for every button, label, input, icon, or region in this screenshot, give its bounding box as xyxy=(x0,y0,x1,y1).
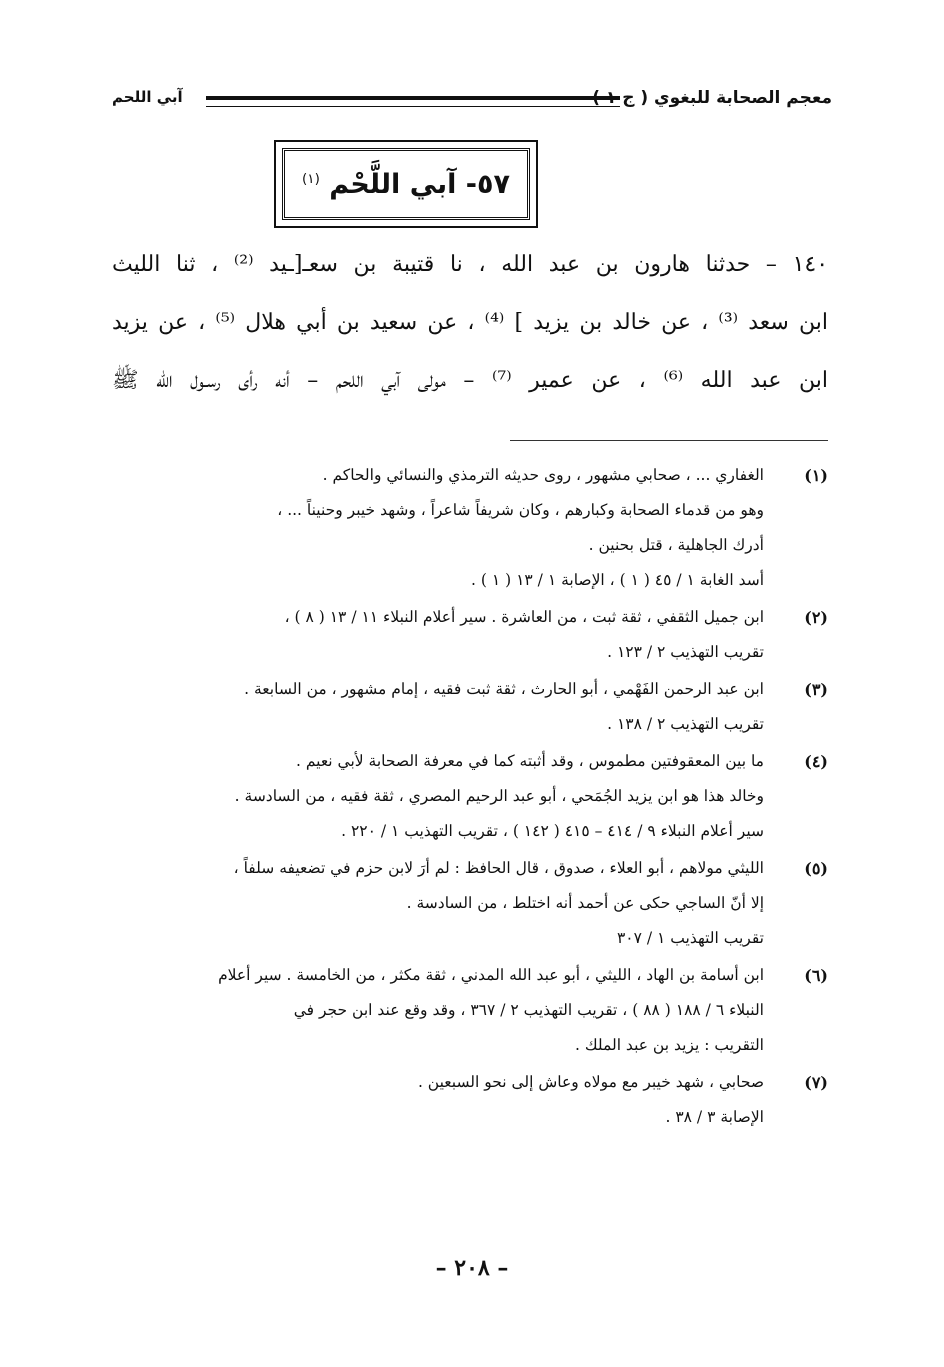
footnote-line: تقريب التهذيب ٢ / ١٣٨ . xyxy=(607,715,764,733)
footnote-line: سير أعلام النبلاء ٩ / ٤١٤ – ٤١٥ ( ١٤٢ ) ، تقريب التهذيب ١ / ٢٢٠ . xyxy=(341,822,764,840)
footnote-line: ابن عبد الرحمن الفَهْمي ، أبو الحارث ، ثقة ثبت فقيه ، إمام مشهور ، من السابعة . xyxy=(244,680,764,698)
footnote-line: أدرك الجاهلية ، قتل بحنين . xyxy=(588,536,764,554)
footnote-line: وهو من قدماء الصحابة وكبارهم ، وكان شريفاً شاعراً ، وشهد خيبر وحنيناً ... ، xyxy=(277,501,764,519)
footnote-separator xyxy=(510,440,828,441)
footnote-line: ابن جميل الثقفي ، ثقة ثبت ، من العاشرة . سير أعلام النبلاء ١١ / ١٣ ( ٨ ) ، xyxy=(284,608,764,626)
footnote xyxy=(104,1065,828,1135)
footnote-line: تقريب التهذيب ٢ / ١٢٣ . xyxy=(607,643,764,661)
main-line: ١٤٠ – حدثنا هارون بن عبد الله ، نا قتيبة بن سعـ[ـيد ⁽²⁾ ، ثنا الليث xyxy=(112,252,829,277)
entry-title-box xyxy=(274,140,538,228)
footnote xyxy=(104,672,828,742)
footnote-number: (٦) xyxy=(804,966,828,985)
footnote-line: تقريب التهذيب ١ / ٣٠٧ xyxy=(616,929,764,947)
footnote-number: (٧) xyxy=(804,1073,828,1092)
main-text xyxy=(112,236,828,410)
header-rule xyxy=(206,96,620,107)
footnote-line: صحابي ، شهد خيبر مع مولاه وعاش إلى نحو السبعين . xyxy=(417,1073,764,1091)
book-title: معجم الصحابة للبغوي ( ج ١ ) xyxy=(592,88,832,108)
chapter-title: آبي اللحم xyxy=(112,88,183,106)
running-header xyxy=(112,88,832,118)
footnote xyxy=(104,958,828,1063)
footnote-line: ابن أسامة بن الهاد ، الليثي ، أبو عبد الله المدني ، ثقة مكثر ، من الخامسة . سير أعلام xyxy=(218,966,764,984)
footnote-number: (١) xyxy=(804,466,828,485)
footnote-line: النبلاء ٦ / ١٨٨ ( ٨٨ ) ، تقريب التهذيب ٢ / ٣٦٧ ، وقد وقع عند ابن حجر في xyxy=(293,1001,764,1019)
footnote-ref: (١) xyxy=(302,170,320,187)
footnote-number: (٣) xyxy=(804,680,828,699)
footnote-number: (٥) xyxy=(804,859,828,878)
footnote-line: ما بين المعقوفتين مطموس ، وقد أثبته كما في معرفة الصحابة لأبي نعيم . xyxy=(295,752,764,770)
footnote xyxy=(104,851,828,956)
footnotes xyxy=(104,458,828,1137)
footnote-line: أسد الغابة ١ / ٤٥ ( ١ ) ، الإصابة ١ / ١٣ ( ١ ) . xyxy=(471,571,764,589)
page-number: – ٢٠٨ – xyxy=(435,1255,509,1281)
footnote-number: (٢) xyxy=(804,608,828,627)
main-line: ابن عبد الله ⁽⁶⁾ ، عن عمير ⁽⁷⁾ – مولى آبي اللحم – أنه رأى رسـول الله ﷺ xyxy=(112,368,828,393)
footnote-number: (٤) xyxy=(804,752,828,771)
footnote xyxy=(104,600,828,670)
footnote-line: الإصابة ٣ / ٣٨ . xyxy=(665,1108,764,1126)
footnote-line: الليثي مولاهم ، أبو العلاء ، صدوق ، قال الحافظ : لم أرَ لابن حزم في تضعيفه سلفاً ، xyxy=(233,859,764,877)
footnote xyxy=(104,744,828,849)
entry-title: ٥٧- آبي اللَّحْم $^{(١)}$ xyxy=(302,168,510,200)
footnote-line: وخالد هذا هو ابن يزيد الجُمَحي ، أبو عبد الرحيم المصري ، ثقة فقيه ، من السادسة . xyxy=(234,787,764,805)
footnote-line: الغفاري ... ، صحابي مشهور ، روى حديثه الترمذي والنسائي والحاكم . xyxy=(322,466,764,484)
footnote-line: التقريب : يزيد بن عبد الملك . xyxy=(574,1036,764,1054)
main-line: ابن سعد ⁽³⁾ ، عن خالد بن يزيد ] ⁽⁴⁾ ، عن سعيد بن أبي هلال ⁽⁵⁾ ، عن يزيد xyxy=(112,310,829,335)
footnote xyxy=(104,458,828,598)
footnote-line: إلا أنّ الساجي حكى عن أحمد أنه اختلط ، من السادسة . xyxy=(406,894,764,912)
